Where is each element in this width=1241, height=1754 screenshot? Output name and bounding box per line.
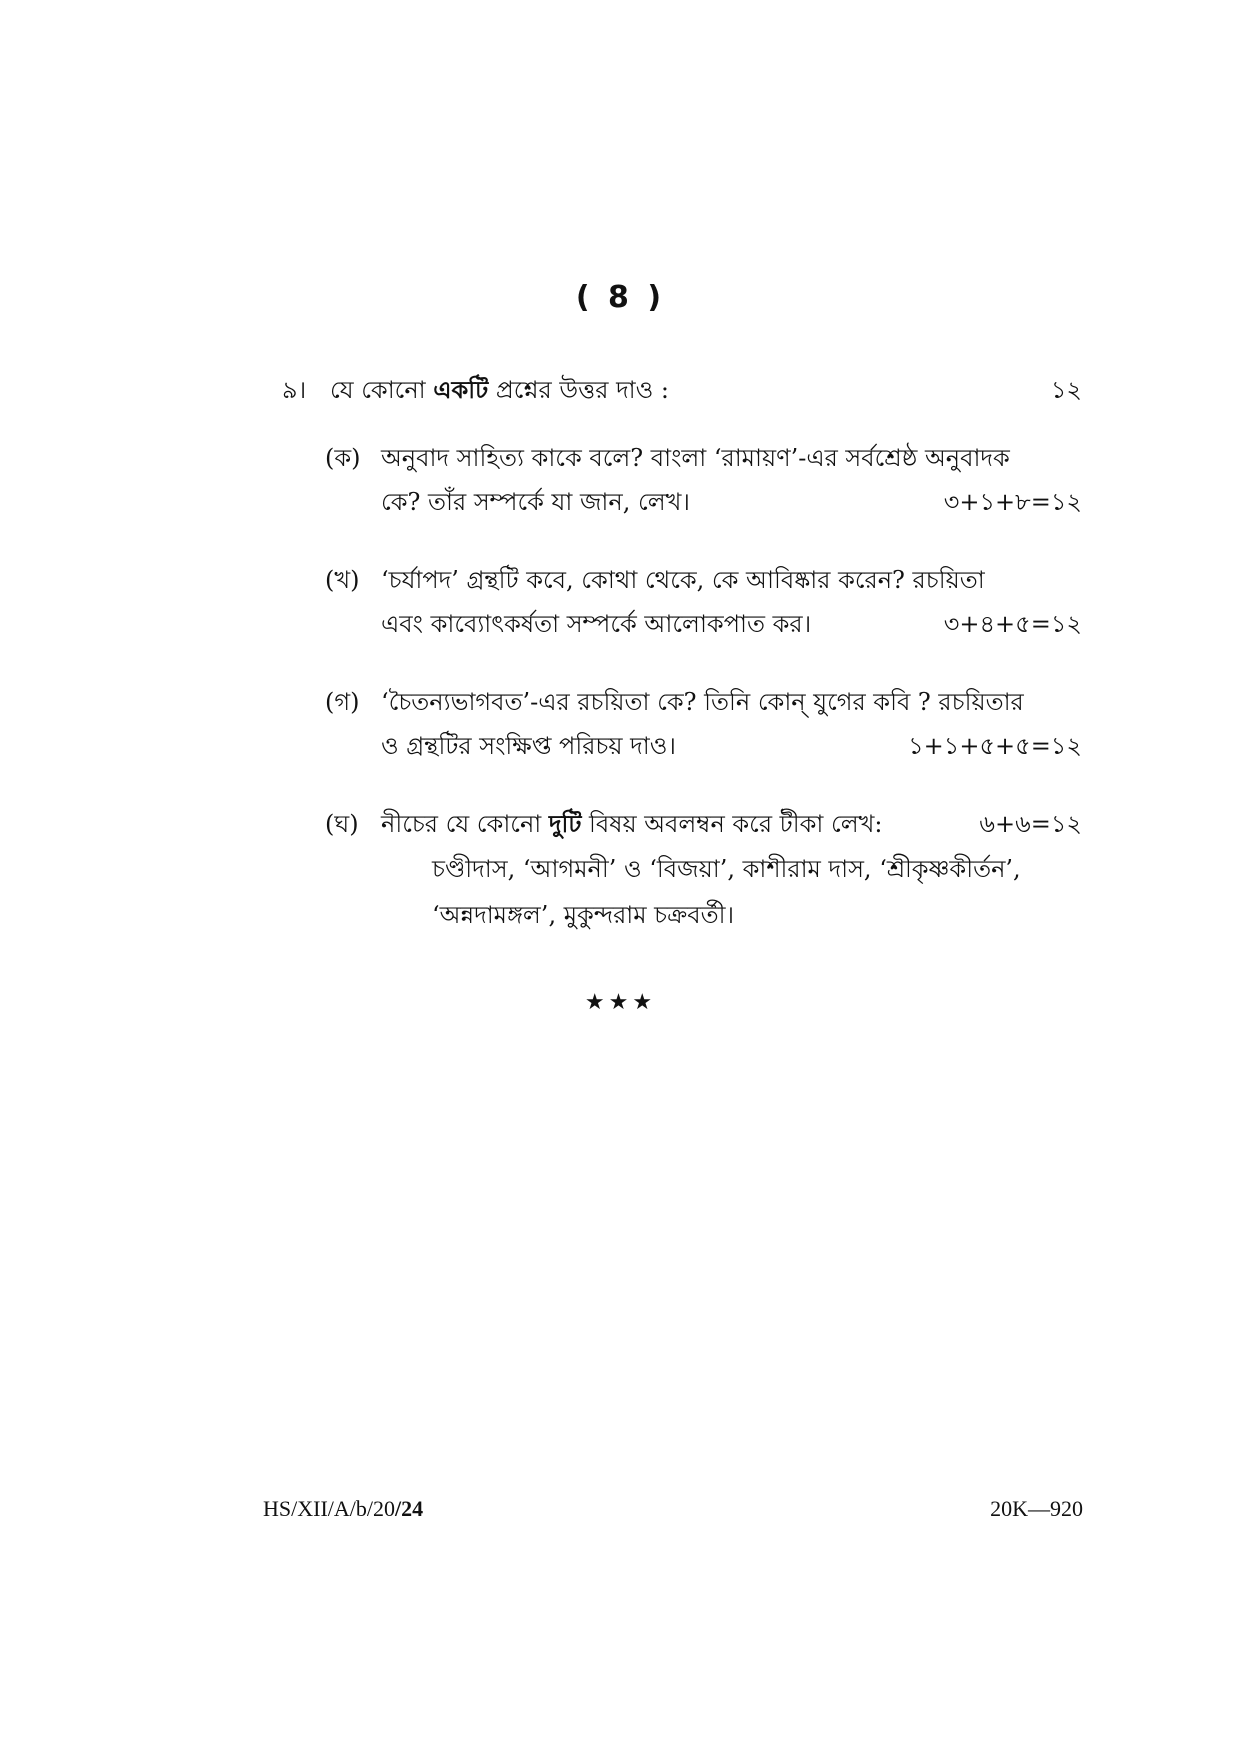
paper-code-prefix: HS/XII/A/b/20	[263, 1496, 395, 1521]
sub-question-text-line1: ‘চর্যাপদ’ গ্রন্থটি কবে, কোথা থেকে, কে আবিষ্কার করেন? রচয়িতা	[381, 566, 985, 594]
paper-code-year: /24	[395, 1496, 424, 1521]
sub-question-text-line2: এবং কাব্যোৎকর্ষতা সম্পর্কে আলোকপাত কর।	[381, 610, 812, 638]
question-9-heading	[282, 372, 1082, 412]
sub-question-text-line2: কে? তাঁর সম্পর্কে যা জান, লেখ।	[381, 488, 690, 516]
question-total-marks: ১২	[1050, 376, 1082, 404]
instruction-text-pre: যে কোনো	[330, 376, 434, 404]
sub-question-marks: ৩+৪+৫=১২	[943, 610, 1082, 638]
end-of-paper-stars: ★★★	[584, 990, 657, 1015]
topic-list-line1: চণ্ডীদাস, ‘আগমনী’ ও ‘বিজয়া’, কাশীরাম দাস, ‘শ্রীকৃষ্ণকীর্তন’,	[432, 855, 1021, 883]
sub-question-text-line1	[381, 806, 1082, 846]
sub-question-text-line2: ও গ্রন্থটির সংক্ষিপ্ত পরিচয় দাও।	[381, 732, 676, 760]
sub-question-label: (গ)	[325, 688, 360, 716]
page-number: ( 8 )	[575, 280, 666, 315]
sub-question-label: (খ)	[325, 566, 360, 594]
question-instruction	[330, 372, 669, 412]
sub-question-label: (ঘ)	[325, 810, 359, 838]
topic-list	[432, 846, 1082, 938]
paper-code	[263, 1496, 423, 1522]
sub-question-text-bold: দুটি	[548, 809, 582, 838]
sub-question-label: (ক)	[325, 444, 361, 472]
instruction-text-post: প্রশ্নের উত্তর দাও :	[488, 376, 670, 404]
sub-question-text-line1: অনুবাদ সাহিত্য কাকে বলে? বাংলা ‘রামায়ণ’-এর সর্বশ্রেষ্ঠ অনুবাদক	[381, 444, 1010, 472]
sub-question-marks: ৬+৬=১২	[979, 810, 1082, 838]
question-number: ৯।	[282, 376, 307, 404]
topic-list-line2: ‘অন্নদামঙ্গল’, মুকুন্দরাম চক্রবর্তী।	[432, 901, 735, 929]
sub-question-text-pre: নীচের যে কোনো	[381, 810, 549, 838]
sub-question-marks: ৩+১+৮=১২	[943, 488, 1082, 516]
print-code: 20K—920	[990, 1496, 1083, 1521]
sub-question-text-line1: ‘চৈতন্যভাগবত’-এর রচয়িতা কে? তিনি কোন্ যুগের কবি ? রচয়িতার	[381, 688, 1024, 716]
sub-question-text-post: বিষয় অবলম্বন করে টীকা লেখ:	[581, 810, 883, 838]
sub-question-marks: ১+১+৫+৫=১২	[908, 732, 1082, 760]
instruction-text-bold: একটি	[433, 375, 489, 404]
